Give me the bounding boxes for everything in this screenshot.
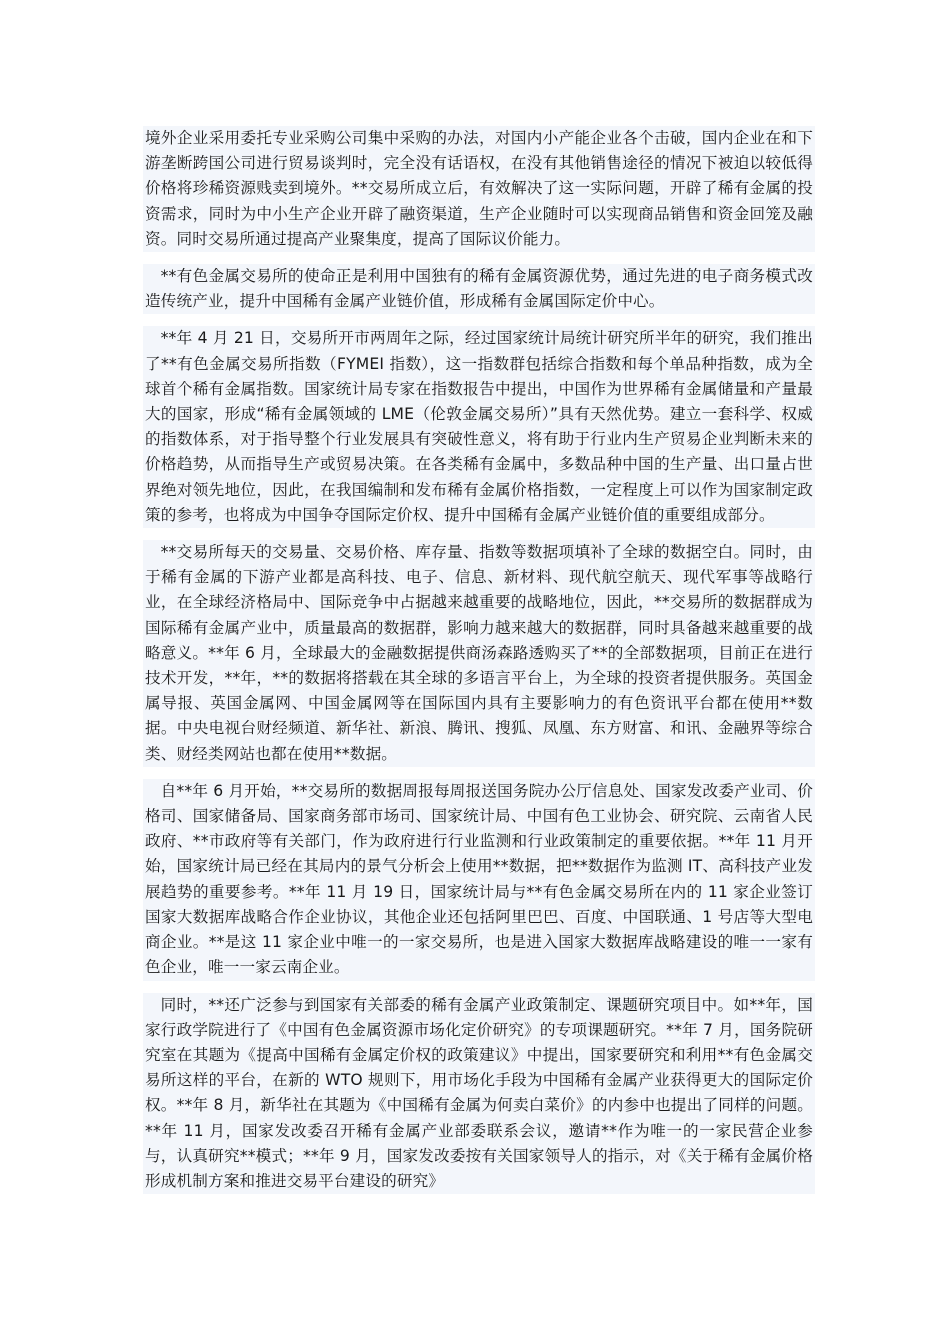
paragraph-government-reporting: 自**年 6 月开始，**交易所的数据周报每周报送国务院办公厅信息处、国家发改委产业司、价格司、国家储备局、国家商务部市场司、国家统计局、中国有色工业协会、研究院、云南省人民政府、**市政府等有关部门，作为政府进行行业监测和行业政策制定的重要依据。**年 11 月开始，国家统计局已经在其局内的景气分析会上使用**数据，把**数据作为监测 IT、高科技产业发展趋势的重要参考。**年 11 月 19 日，国家统计局与**有色金属交易所在内的 11 家企业签订国家大数据库战略合作企业协议，其他企业还包括阿里巴巴、百度、中国联通、1 号店等大型电商企业。**是这 11 家企业中唯一的一家交易所，也是进入国家大数据库战略建设的唯一一家有色企业，唯一一家云南企业。 [143, 779, 815, 981]
paragraph-exchange-data: **交易所每天的交易量、交易价格、库存量、指数等数据项填补了全球的数据空白。同时，由于稀有金属的下游产业都是高科技、电子、信息、新材料、现代航空航天、现代军事等战略行业，在全球经济格局中、国际竞争中占据越来越重要的战略地位，因此，**交易所的数据群成为国际稀有金属产业中，质量最高的数据群，影响力越来越大的数据群，同时具备越来越重要的战略意义。**年 6 月，全球最大的金融数据提供商汤森路透购买了**的全部数据项，目前正在进行技术开发，**年，**的数据将搭载在其全球的多语言平台上，为全球的投资者提供服务。英国金属导报、英国金属网、中国金属网等在国际国内具有主要影响力的有色资讯平台都在使用**数据。中央电视台财经频道、新华社、新浪、腾讯、搜狐、凤凰、东方财富、和讯、金融界等综合类、财经类网站也都在使用**数据。 [143, 540, 815, 767]
paragraph-policy-participation: 同时，**还广泛参与到国家有关部委的稀有金属产业政策制定、课题研究项目中。如**年，国家行政学院进行了《中国有色金属资源市场化定价研究》的专项课题研究。**年 7 月，国务院研究室在其题为《提高中国稀有金属定价权的政策建议》中提出，国家要研究和利用**有色金属交易所这样的平台，在新的 WTO 规则下，用市场化手段为中国稀有金属产业获得更大的国际定价权。**年 8 月，新华社在其题为《中国稀有金属为何卖白菜价》的内参中也提出了同样的问题。**年 11 月，国家发改委召开稀有金属产业部委联系会议，邀请**作为唯一的一家民营企业参与，认真研究**模式；**年 9 月，国家发改委按有关国家领导人的指示，对《关于稀有金属价格形成机制方案和推进交易平台建设的研究》 [143, 993, 815, 1195]
paragraph-overseas-procurement: 境外企业采用委托专业采购公司集中采购的办法，对国内小产能企业各个击破，国内企业在和下游垄断跨国公司进行贸易谈判时，完全没有话语权，在没有其他销售途径的情况下被迫以较低得价格将珍稀资源贱卖到境外。**交易所成立后，有效解决了这一实际问题，开辟了稀有金属的投资需求，同时为中小生产企业开辟了融资渠道，生产企业随时可以实现商品销售和资金回笼及融资。同时交易所通过提高产业聚集度，提高了国际议价能力。 [143, 126, 815, 252]
paragraph-fymei-index: **年 4 月 21 日，交易所开市两周年之际，经过国家统计局统计研究所半年的研究，我们推出了**有色金属交易所指数（FYMEI 指数），这一指数群包括综合指数和每个单品种指数，成为全球首个稀有金属指数。国家统计局专家在指数报告中提出，中国作为世界稀有金属储量和产量最大的国家，形成“稀有金属领域的 LME（伦敦金属交易所）”具有天然优势。建立一套科学、权威的指数体系，对于指导整个行业发展具有突破性意义，将有助于行业内生产贸易企业判断未来的价格趋势，从而指导生产或贸易决策。在各类稀有金属中，多数品种中国的生产量、出口量占世界绝对领先地位，因此，在我国编制和发布稀有金属价格指数，一定程度上可以作为国家制定政策的参考，也将成为中国争夺国际定价权、提升中国稀有金属产业链价值的重要组成部分。 [143, 326, 815, 528]
paragraph-exchange-mission: **有色金属交易所的使命正是利用中国独有的稀有金属资源优势，通过先进的电子商务模式改造传统产业，提升中国稀有金属产业链价值，形成稀有金属国际定价中心。 [143, 264, 815, 314]
document-body [143, 126, 815, 1206]
